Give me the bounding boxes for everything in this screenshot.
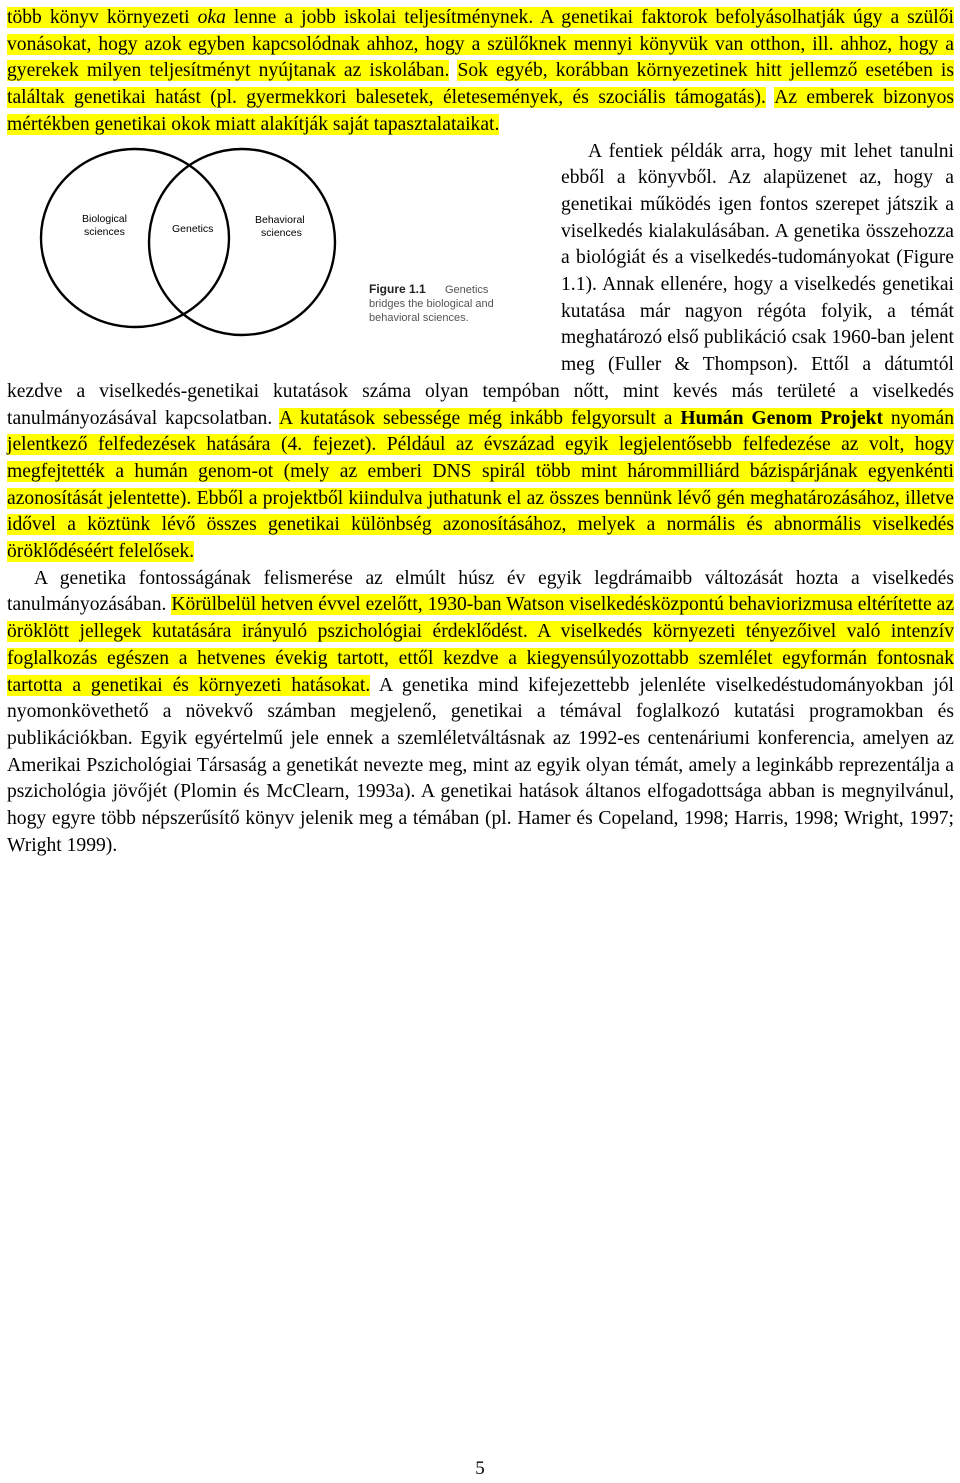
venn-label-sciences-left: sciences [84, 225, 125, 238]
text-span: A kutatások sebessége még inkább felgyorsult a [279, 407, 681, 429]
venn-label-behavioral: Behavioral [255, 213, 305, 226]
venn-diagram [7, 139, 555, 367]
paragraph-2 [7, 139, 954, 566]
highlighted-text: Körülbelül hetven évvel ezelőtt, 1930-ban Watson viselkedésközpontú behaviorizmusa eltérítette az öröklött jellegek kutatására irányuló pszichológiai érdeklődést. A viselkedés környezeti tényezőivel való intenzív foglalkozás egészen a hetvenes évekig tartott, ettől kezdve a kiegyensúlyozottabb szemlélet egyformán fontosnak tartotta a genetikai és környezeti hatásokat. [7, 594, 955, 696]
text-span: A fentiek példák arra, hogy mit lehet tanulni ebből a könyvből. Az alapüzenet az, hogy a genetikai működés igen fontos szerepet játszik a viselkedés kialakulásában. A genetika összehozza a biológiát és a viselkedés-tudományokat (Figure 1.1). Annak ellenére, hogy a viselkedés genetikai kutatása már nagyon régóta folyik, a témát meghatározó első publikáció csak 1960-ban jelent meg (Fuller & Thompson). Ettől a dátumtól kezdve a viselkedés-genetikai kutatások száma olyan tempóban nőtt, mint kevés más területé a viselkedés tanulmányozásával kapcsolatban. [7, 140, 954, 429]
venn-figure [7, 139, 555, 367]
text-span: A genetika mind kifejezettebb jelenléte viselkedéstudományokban jól nyomonkövethető a növekvő számban megjelenő, genetikai a témával foglalkozó kutatási programokban és publikációkban. Egyik egyértelmű jele ennek a szemléletváltásnak az 1992-es centenáriumi konferencia, amelyen az Amerikai Pszichológiai Társaság a genetikát nevezte meg, mint az egyik olyan témát, amely a leginkább reprezentálja a pszichológia jövőjét (Plomin és McClearn, 1993a). A genetikai hatások áltanos elfogadottsága abban is megnyilvánul, hogy egyre több népszerűsítő könyv jelenik meg a témában (pl. Hamer és Copeland, 1998; Harris, 1998; Wright, 1997; Wright 1999). [7, 674, 954, 856]
paragraph-3 [7, 566, 954, 860]
behavioral-circle [149, 149, 335, 335]
figure-caption-text: behavioral sciences. [369, 311, 469, 324]
text-span: lenne a jobb iskolai teljesítménynek. A genetikai faktorok befolyásolhatják úgy a szülői vonásokat, hogy azok egyben kapcsolódnak ahhoz, hogy a szülőknek mennyi könyvük van otthon, ill. ahhoz, hogy a gyerekek milyen teljesítményt nyújtanak az iskolában. [7, 7, 954, 82]
bold-term: Humán Genom Projekt [680, 407, 883, 429]
venn-label-biological: Biological [82, 212, 127, 225]
figure-caption-label: Figure 1.1 [369, 281, 426, 296]
venn-label-sciences-right: sciences [261, 226, 302, 239]
page-number: 5 [475, 1458, 485, 1479]
highlighted-text [7, 408, 954, 563]
figure-caption-text: bridges the biological and [369, 297, 494, 310]
venn-label-genetics: Genetics [172, 222, 214, 235]
biological-circle [41, 149, 229, 327]
italic-term: oka [197, 7, 226, 28]
text-span: A genetika fontosságának felismerése az elmúlt húsz év egyik legdrámaibb változását hozta a viselkedés tanulmányozásában. [7, 567, 954, 616]
document-page [7, 5, 954, 860]
text-span: több könyv környezeti [7, 7, 198, 28]
highlighted-text: Az emberek bizonyos mértékben genetikai okok miatt alakítják saját tapasztalataikat. [7, 87, 954, 135]
paragraph-1 [7, 5, 954, 139]
figure-caption-text: Genetics [445, 283, 489, 296]
highlighted-text: Sok egyéb, korábban környezetinek hitt jellemző esetében is találtak genetikai hatást (pl. gyermekkori balesetek, életesemények, és szociális támogatás). [7, 60, 954, 109]
text-span: nyomán jelentkező felfedezések hatására (4. fejezet). Például az évszázad egyik legjelentősebb felfedezése az volt, hogy megfejtették a humán genom-ot (mely az emberi DNS spirál több mint hárommilliárd bázispárjának egyenkénti azonosítását jelentette). Ebből a projektből kiindulva juthatunk el az összes bennünk lévő gén meghatározásához, illetve idővel a köztünk lévő összes genetikai különbség azonosításához, melyek a normális és abnormális viselkedés öröklődéséért felelősek. [7, 407, 954, 563]
